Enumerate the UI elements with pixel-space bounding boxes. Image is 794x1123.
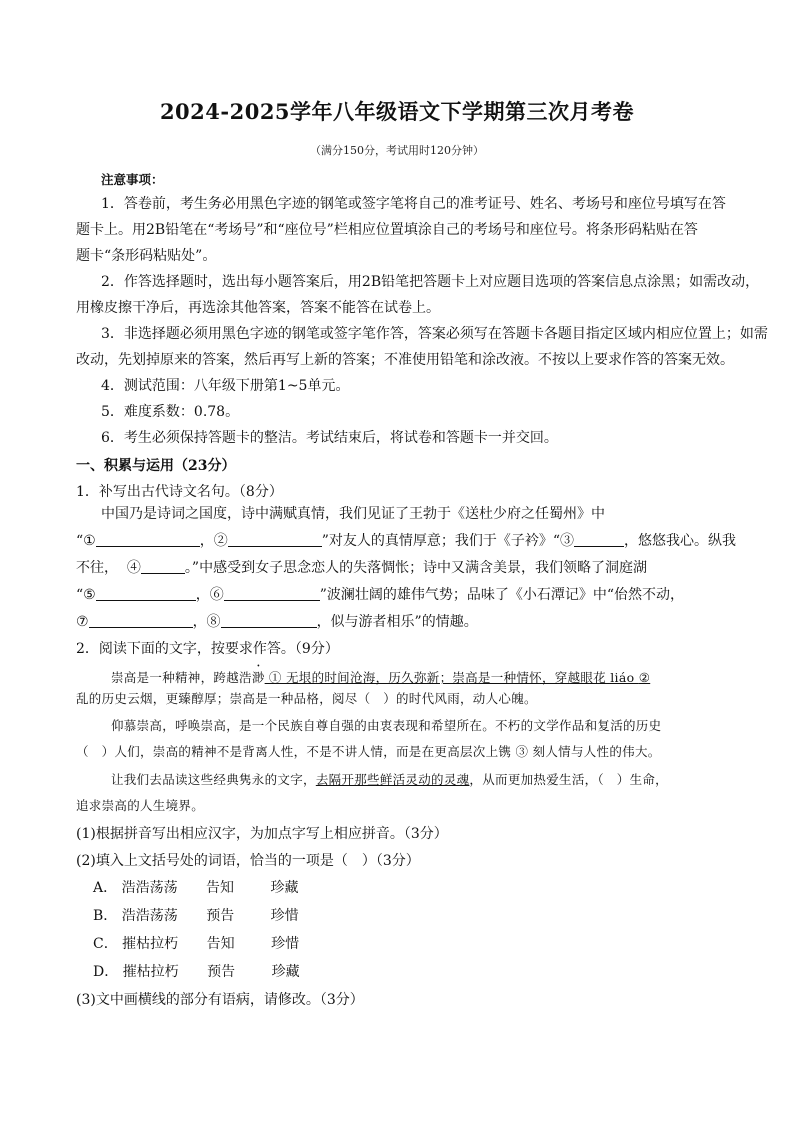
answer-blank-8[interactable] [221,612,317,628]
notice-line-1: 1．答卷前，考生务必用黑色字迹的钢笔或签字笔将自己的准考证号、姓名、考场号和座位号填写在答 [101,196,726,212]
q1-line-3 [76,558,794,578]
option-a[interactable] [93,878,794,898]
q1-text: ④ [126,560,141,576]
answer-blank-4[interactable] [141,558,185,574]
section-heading: 一、积累与运用（23分） [76,458,236,474]
q1-stem: 1．补写出古代诗文名句。（8分） [76,484,283,500]
notice-line-5: 用橡皮擦干净后，再选涂其他答案，答案不能答在试卷上。 [76,300,440,316]
notice-line-3: 题卡“条形码粘贴处”。 [76,248,217,264]
page-subtitle: （满分150分，考试用时120分钟） [310,144,484,157]
q1-text: ，② [199,533,228,549]
notice-line-9: 5．难度系数：0.78。 [101,404,240,420]
q1-text: ，悠悠我心。纵我 [624,533,737,549]
q2-passage-line-6: 追求崇高的人生境界。 [76,798,205,813]
dotted-char: 渺 [251,670,265,685]
option-word: 珍藏 [271,964,300,980]
q1-text: ，⑧ [192,614,221,630]
q2-sub-1: (1)根据拼音写出相应汉字，为加点字写上相应拼音。（3分） [76,826,448,842]
q1-text: ，⑥ [195,587,224,603]
q1-text: ，似与游者相乐”的情趣。 [316,614,478,630]
answer-blank-6[interactable] [224,585,320,601]
q1-text: 。”中感受到女子思念恋人的失落惆怅；诗中又满含美景，我们领略了洞庭湖 [184,560,648,576]
option-word: 预告 [206,908,235,924]
answer-blank-3[interactable] [574,531,624,547]
notice-line-6: 3．非选择题必须用黑色字迹的钢笔或签字笔作答，答案必须写在答题卡各题目指定区域内相应位置上；如需 [101,326,768,342]
q2-text: ① 无垠的时间沧海，历久弥新；崇高是一种情怀，穿越眼花 liáo [264,670,639,685]
option-letter: C． [93,936,118,952]
q1-text: ”波澜壮阔的雄伟气势；品味了《小石潭记》中“佁然不动， [319,587,685,603]
page-title: 2024-2025学年八年级语文下学期第三次月考卷 [159,99,635,124]
q2-passage-line-1 [111,663,794,688]
option-b[interactable] [93,906,794,926]
q1-text: “① [76,533,96,549]
notice-line-10: 6．考生必须保持答题卡的整洁。考试结束后，将试卷和答题卡一并交回。 [101,430,558,446]
q1-line-1: 中国乃是诗词之国度，诗中满赋真情，我们见证了王勃于《送杜少府之任蜀州》中 [101,506,605,522]
q1-line-5 [76,612,794,632]
answer-blank-2[interactable] [228,531,322,547]
q2-stem: 2．阅读下面的文字，按要求作答。（9分） [76,641,339,657]
option-c[interactable] [93,934,794,954]
notice-line-8: 4．测试范围：八年级下册第1~5单元。 [101,378,350,394]
notice-heading: 注意事项： [101,172,164,187]
option-word: 摧枯拉朽 [122,936,179,952]
q2-passage-line-3: 仰慕崇高，呼唤崇高，是一个民族自尊自强的由衷表现和希望所在。不朽的文学作品和复活的历史 [111,718,662,733]
q1-text: ”对友人的真情厚意；我们于《子衿》“③ [321,533,575,549]
option-word: 珍惜 [271,936,300,952]
answer-blank-1[interactable] [96,531,200,547]
option-letter: B． [93,908,118,924]
option-word: 珍惜 [270,908,299,924]
option-word: 告知 [206,880,235,896]
option-word: 摧枯拉朽 [122,964,179,980]
answer-blank-5[interactable] [96,585,196,601]
option-letter: A． [93,880,118,896]
q1-line-4 [76,585,794,605]
q2-passage-line-2: 乱的历史云烟，更臻醇厚；崇高是一种品格，阅尽（ ）的时代风雨，动人心魄。 [76,691,537,706]
option-word: 浩浩荡荡 [121,880,178,896]
q1-text: ⑦ [76,614,89,630]
q2-text: 让我们去品读这些经典隽永的文字， [111,772,316,787]
answer-blank-7[interactable] [89,612,193,628]
q2-sub-2: (2)填入上文括号处的词语，恰当的一项是（ ）（3分） [76,853,420,869]
q2-passage-line-5 [111,770,794,790]
option-word: 浩浩荡荡 [121,908,178,924]
notice-line-7: 改动，先划掉原来的答案，然后再写上新的答案；不准使用铅笔和涂改液。不按以上要求作答的答案无效。 [76,352,734,368]
q1-text: “⑤ [76,587,96,603]
q2-passage-line-4: （ ）人们，崇高的精神不是背离人性，不是不讲人情，而是在更高层次上镌 ③ 刻人情与人性的伟大。 [76,744,661,759]
option-d[interactable] [93,962,794,982]
underlined-sentence: 去隔开那些鲜活灵动的灵魂 [315,772,470,787]
q1-line-2 [76,531,794,551]
q2-text: ，从而更加热爱生活，（ ）生命， [469,772,668,787]
q2-sub-3: (3)文中画横线的部分有语病，请修改。（3分） [76,992,364,1008]
notice-line-4: 2．作答选择题时，选出每小题答案后，用2B铅笔把答题卡上对应题目选项的答案信息点涂黑；如需改动， [101,274,760,290]
q2-text: 崇高是一种精神，跨越浩 [111,670,252,685]
option-word: 告知 [206,936,235,952]
option-word: 珍藏 [270,880,299,896]
q1-text: 不往， [76,560,118,576]
option-letter: D． [93,964,119,980]
option-word: 预告 [207,964,236,980]
q2-blank-2: ② [638,670,651,685]
notice-line-2: 题卡上。用2B铅笔在“考场号”和“座位号”栏相应位置填涂自己的考场号和座位号。将条形码粘贴在答 [76,222,698,238]
